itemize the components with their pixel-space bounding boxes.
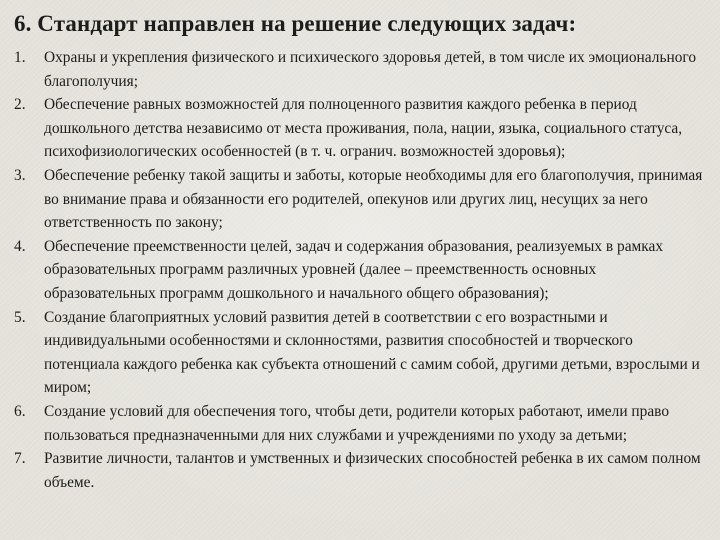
list-item-number: 6.: [14, 402, 26, 420]
list-item-text: Создание условий для обеспечения того, чтобы дети, родители которых работают, имели право пользоваться предназначенными для них службами и учреждениями по уходу за детьми;: [44, 402, 670, 444]
list-item-text: Обеспечение преемственности целей, задач и содержания образования, реализуемых в рамках образовательных программ различных уровней (далее – преемственность основных образовательных программ дошкольного и начального общего образования);: [44, 237, 664, 302]
list-item-number: 4.: [14, 237, 26, 255]
list-item-number: 2.: [14, 96, 26, 114]
list-item-text: Развитие личности, талантов и умственных и физических способностей ребенка в их самом полном объеме.: [44, 450, 701, 491]
list-item: [14, 164, 710, 235]
list-item-text: Обеспечение равных возможностей для полноценного развития каждого ребенка в период дошкольного детства независимо от места проживания, пола, нации, языка, социального статуса, психофизиологических особенностей (в т. ч. огранич. возможностей здоровья);: [44, 96, 683, 161]
list-item-text: Создание благоприятных условий развития детей в соответствии с его возрастными и индивидуальными особенностями и склонностями, развития способностей и творческого потенциала каждого ребенка как субъекта отношений с самим собой, другими детьми, взрослыми и миром;: [44, 308, 700, 397]
list-item: [14, 235, 710, 306]
list-item: [14, 46, 710, 93]
list-item-number: 1.: [14, 49, 26, 66]
list-item-number: 5.: [14, 308, 26, 326]
list-item: [14, 93, 710, 164]
list-item-text: Охраны и укрепления физического и психического здоровья детей, в том числе их эмоционального благополучия;: [44, 49, 697, 90]
list-item: [14, 447, 710, 494]
list-item: [14, 306, 710, 400]
list-item-text: Обеспечение ребенку такой защиты и заботы, которые необходимы для его благополучия, принимая во внимание права и обязанности его родителей, опекунов или других лиц, несущих за него ответственность по закону;: [44, 166, 703, 232]
list-item-number: 3.: [14, 166, 26, 184]
task-list: [14, 46, 710, 494]
list-item: [14, 400, 710, 447]
slide-title: 6. Стандарт направлен на решение следующих задач:: [14, 11, 577, 36]
list-item-number: 7.: [14, 450, 26, 468]
